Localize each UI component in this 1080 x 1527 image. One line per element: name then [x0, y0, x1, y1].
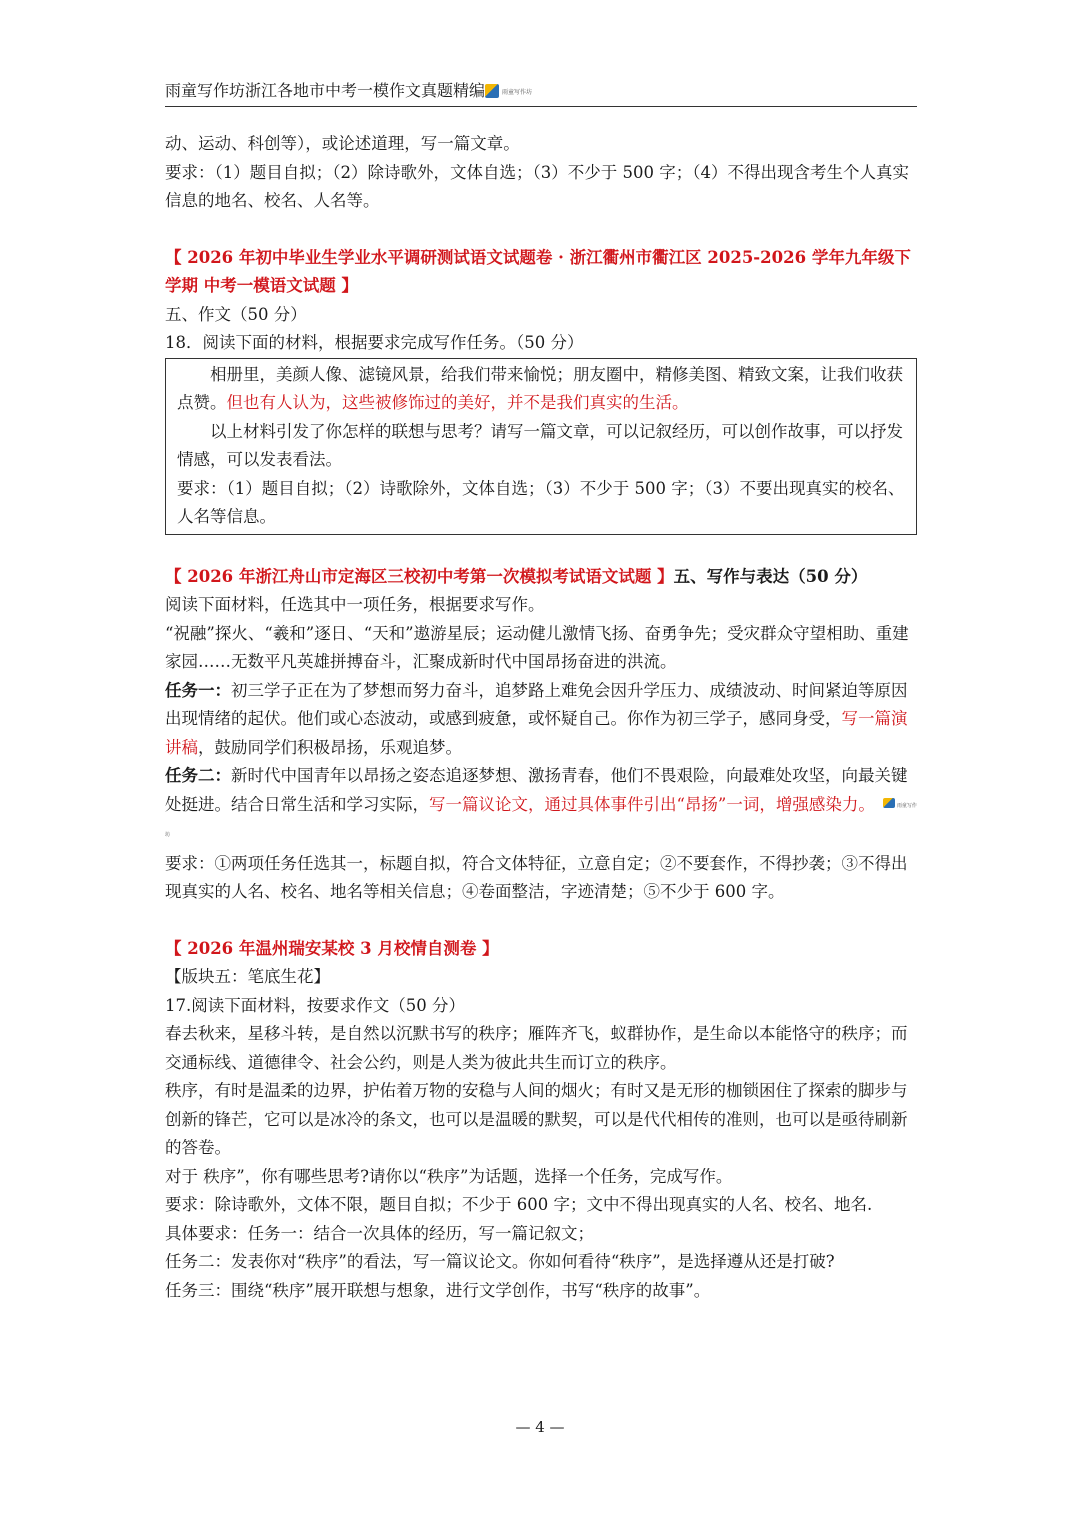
section4-question: 17.阅读下面材料，按要求作文（50 分） [165, 995, 465, 1015]
section3-task2 [165, 762, 917, 850]
section1-requirements: 要求：（1）题目自拟；（2）除诗歌外，文体自选；（3）不少于 500 字；（4）不得出现含考生个人真实信息的地名、校名、人名等。 [165, 162, 909, 210]
section2-question: 18．阅读下面的材料，根据要求完成写作任务。（50 分） [165, 333, 584, 352]
section4-material-2: 秩序，有时是温柔的边界，护佑着万物的安稳与人间的烟火；有时又是无形的枷锁困住了探索的脚步与创新的锋芒，它可以是冰冷的条文，也可以是温暖的默契，可以是代代相传的准则，也可以是亟待刷新的答卷。 [165, 1081, 908, 1157]
spacer [165, 216, 917, 244]
section2-prompt: 以上材料引发了你怎样的联想与思考？请写一篇文章，可以记叙经历，可以创作故事，可以抒发情感，可以发表看法。 [177, 421, 903, 469]
page-number: — 4 — [515, 1418, 565, 1436]
section4-source-title: 【 2026 年温州瑞安某校 3 月校情自测卷 】 [165, 938, 499, 958]
spacer [165, 907, 917, 935]
section4-requirements: 要求：除诗歌外，文体不限，题目自拟；不少于 600 字；文中不得出现真实的人名、校名、地名. [165, 1195, 873, 1214]
section4-task1: 具体要求：任务一：结合一次具体的经历，写一篇记叙文； [165, 1223, 594, 1243]
section2-material-box [165, 358, 917, 535]
task2-text: 新时代中国青年以昂扬之姿态追逐梦想、激扬青春，他们不畏艰险，向最难处攻坚，向最关键处挺进。结合日常生活和学习实际， [165, 766, 908, 814]
section4-task2: 任务二：发表你对“秩序”的看法，写一篇议论文。你如何看待“秩序”，是选择遵从还是打破? [165, 1252, 835, 1271]
document-body [165, 130, 917, 1305]
section1-continuation: 动、运动、科创等），或论述道理，写一篇文章。 [165, 134, 520, 153]
section2-material-paragraph [177, 361, 906, 418]
section3-intro: 阅读下面材料，任选其中一项任务，根据要求写作。 [165, 595, 545, 614]
brand-logo-icon [485, 84, 499, 98]
section3-title-line [165, 563, 917, 592]
section3-task1 [165, 677, 917, 763]
section2-requirements: 要求：（1）题目自拟；（2）诗歌除外，文体自选；（3）不少于 500 字；（3）不要出现真实的校名、人名等信息。 [177, 478, 905, 526]
material-highlight: 但也有人认为，这些被修饰过的美好，并不是我们真实的生活。 [226, 393, 689, 412]
task2-label: 任务二： [165, 766, 231, 785]
page-header [165, 78, 917, 104]
task2-highlight: 写一篇议论文，通过具体事件引出“昂扬”一词，增强感染力。 [429, 794, 875, 814]
section2-heading: 五、作文（50 分） [165, 304, 307, 324]
section3-requirements: 要求：①两项任务任选其一，标题自拟，符合文体特征，立意自定；②不要套作，不得抄袭；③不得出现真实的人名、校名、地名等相关信息；④卷面整洁，字迹清楚；⑤不少于 600 字。 [165, 853, 908, 901]
material-text: 相册里，美颜人像、滤镜风景，给我们带来愉悦；朋友圈中，精修美图、精致文案，让我们收获点赞。 [177, 364, 903, 412]
section3-material: “祝融”探火、“羲和”逐日、“天和”遨游星辰；运动健儿激情飞扬、奋勇争先；受灾群众守望相助、重建家园……无数平凡英雄拼搏奋斗，汇聚成新时代中国昂扬奋进的洪流。 [165, 623, 909, 671]
section4-prompt: 对于 秩序”，你有哪些思考?请你以“秩序”为话题，选择一个任务，完成写作。 [165, 1166, 733, 1186]
section4-material-1: 春去秋来，星移斗转，是自然以沉默书写的秩序；雁阵齐飞，蚁群协作，是生命以本能恪守的秩序；而交通标线、道德律令、社会公约，则是人类为彼此共生而订立的秩序。 [165, 1024, 908, 1072]
inline-logo-text: 雨童写作坊 [165, 802, 917, 838]
header-title: 雨童写作坊浙江各地市中考一模作文真题精编 [165, 81, 486, 100]
task1-highlight: 写一篇演讲稿 [165, 709, 908, 757]
task1-text: 初三学子正在为了梦想而努力奋斗，追梦路上难免会因升学压力、成绩波动、时间紧迫等原因出现情绪的起伏。他们或心态波动，或感到疲惫，或怀疑自己。你作为初三学子，感同身受， [165, 680, 908, 728]
section2-source-title: 【 2026 年初中毕业生学业水平调研测试语文试题卷 · 浙江衢州市衢江区 2025-2026 学年九年级下学期 中考一模语文试题 】 [165, 247, 911, 295]
spacer [165, 535, 917, 563]
task1-label: 任务一： [165, 680, 231, 700]
brand-logo-icon [883, 798, 895, 808]
task1-text-end: ，鼓励同学们积极昂扬，乐观追梦。 [198, 737, 462, 757]
section3-source-title: 【 2026 年浙江舟山市定海区三校初中考第一次模拟考试语文试题 】 [165, 566, 674, 586]
section4-task3: 任务三：围绕“秩序”展开联想与想象，进行文学创作，书写“秩序的故事”。 [165, 1280, 711, 1300]
section3-heading: 五、写作与表达（50 分） [673, 566, 868, 586]
section4-block: 【版块五：笔底生花】 [165, 967, 330, 986]
header-divider [165, 106, 917, 107]
header-logo-text: 雨童写作坊 [502, 89, 533, 96]
